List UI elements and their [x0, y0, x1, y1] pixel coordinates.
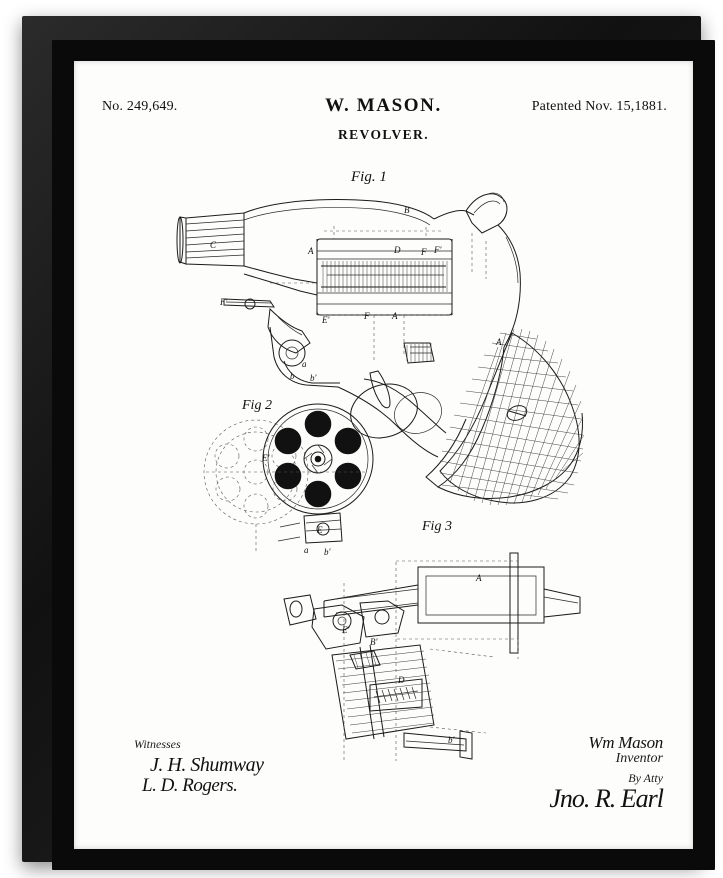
witness-caption: Witnesses: [134, 737, 181, 751]
patent-date: Patented Nov. 15,1881.: [531, 99, 667, 114]
svg-text:B': B': [370, 637, 378, 647]
svg-text:A: A: [308, 246, 314, 256]
svg-text:B: B: [404, 205, 410, 215]
svg-text:A: A: [496, 337, 502, 347]
inventor-name-heading: W. MASON.: [325, 95, 442, 116]
witness-signature-1: J. H. Shumway: [150, 754, 264, 776]
svg-text:a: a: [302, 359, 307, 369]
inventor-caption: Inventor: [615, 751, 663, 766]
fig2-label: Fig 2: [242, 398, 272, 413]
svg-text:F: F: [421, 247, 427, 257]
patent-number: No. 249,649.: [102, 99, 178, 114]
fig3-label: Fig 3: [422, 519, 452, 534]
patent-drawing-sheet: [74, 61, 693, 849]
figure-1-revolver: [177, 193, 584, 505]
patent-title: REVOLVER.: [338, 127, 429, 142]
svg-text:D: D: [398, 675, 405, 685]
svg-text:A: A: [392, 311, 398, 321]
witness-signature-2: L. D. Rogers.: [142, 775, 238, 796]
drawing-canvas: [74, 61, 693, 849]
svg-text:F': F': [220, 297, 228, 307]
inventor-signature: Wm Mason: [588, 733, 663, 752]
svg-text:a: a: [304, 545, 309, 555]
attorney-signature: Jno. R. Earl: [549, 784, 663, 813]
svg-text:A: A: [476, 573, 482, 583]
svg-text:b: b: [290, 371, 295, 381]
svg-text:F: F: [364, 311, 370, 321]
svg-text:E': E': [322, 315, 330, 325]
svg-text:E': E': [262, 453, 270, 463]
figure-2-cylinder: [204, 404, 373, 557]
fig1-label: Fig. 1: [351, 169, 387, 185]
svg-text:E: E: [317, 525, 323, 535]
svg-text:D: D: [394, 245, 401, 255]
svg-text:b': b': [310, 373, 317, 383]
inventor-signature-block: [549, 733, 663, 814]
svg-text:C: C: [210, 240, 217, 250]
svg-text:F': F': [434, 245, 442, 255]
attorney-caption: By Atty: [628, 771, 663, 785]
svg-text:b': b': [324, 547, 331, 557]
witness-signature-block: [134, 737, 263, 797]
svg-text:b': b': [448, 735, 455, 745]
print-paper: [74, 61, 693, 849]
figure-3-section: [284, 553, 580, 761]
svg-text:E': E': [342, 625, 350, 635]
picture-frame: [22, 16, 701, 862]
